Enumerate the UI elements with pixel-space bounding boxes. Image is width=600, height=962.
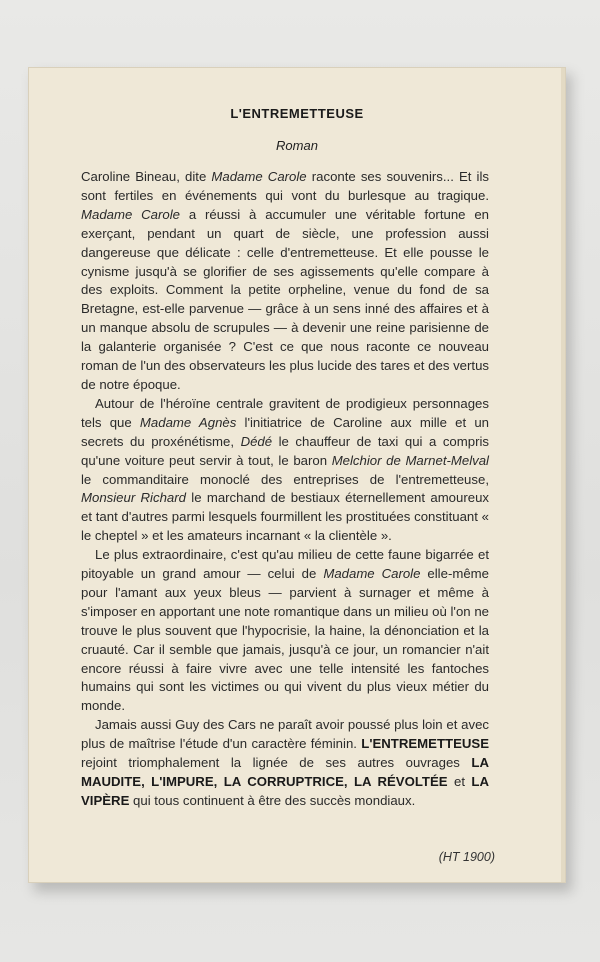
blurb-paragraph bbox=[81, 395, 489, 546]
bold-title: L'ENTREMETTEUSE bbox=[361, 736, 489, 752]
text-run: Autour de l'héroïne centrale gravitent de prodigieux personnages tels que bbox=[81, 395, 489, 430]
text-run: qui tous continuent à être des succès mondiaux. bbox=[129, 792, 416, 808]
book-genre: Roman bbox=[276, 138, 318, 153]
book-title: L'ENTREMETTEUSE bbox=[230, 106, 364, 121]
text-run: elle-même pour l'amant aux yeux bleus — parvient à surnager et même à s'imposer en apportant une note romantique dans un milieu où l'on ne trouve le plus souvent que l'hypocrisie, la haine, la dénonciation et la cruauté. Car il semble que jamais, jusqu'à ce jour, un romancier n'ait encore réussi à faire vivre avec une telle intensité les fantoches humains qui sont les victimes ou qui vivent du plus vieux métier du monde. bbox=[81, 566, 489, 714]
text-run: le marchand de bestiaux éternellement amoureux et tant d'autres parmi lesquels fourmillent les prostituées constituant « le cheptel » et les amateurs incarnant « la clientèle ». bbox=[81, 490, 489, 544]
blurb-text bbox=[81, 168, 489, 811]
bold-title: LA MAUDITE, L'IMPURE, LA CORRUPTRICE, LA RÉVOLTÉE bbox=[81, 755, 489, 789]
blurb-paragraph bbox=[81, 716, 489, 811]
italic-name: Madame Agnès bbox=[139, 414, 237, 430]
text-run: et bbox=[447, 774, 472, 789]
catalog-code: (HT 1900) bbox=[438, 850, 495, 864]
text-run: raconte ses souvenirs... Et ils sont fertiles en événements qui vont du burlesque au tragique. bbox=[81, 169, 489, 203]
text-run: Le plus extraordinaire, c'est qu'au milieu de cette faune bigarrée et pitoyable un grand amour — celui de bbox=[81, 547, 489, 582]
italic-name: Melchior de Marnet-Melval bbox=[331, 452, 489, 468]
blurb-paragraph bbox=[81, 168, 489, 395]
text-run: l'initiatrice de Caroline aux mille et un secrets du proxénétisme, bbox=[81, 414, 489, 449]
italic-name: Madame Carole bbox=[323, 566, 421, 582]
blurb-paragraph bbox=[81, 546, 489, 716]
book-back-cover bbox=[28, 67, 566, 883]
text-run: Caroline Bineau, dite bbox=[81, 169, 212, 184]
italic-name: Madame Carole bbox=[81, 206, 180, 222]
italic-name: Dédé bbox=[240, 433, 273, 449]
page-edge bbox=[561, 68, 565, 882]
italic-name: Madame Carole bbox=[211, 169, 307, 184]
text-run: le commanditaire monoclé des entreprises de l'entremetteuse, bbox=[81, 471, 489, 487]
italic-name: Monsieur Richard bbox=[81, 490, 186, 506]
text-run: le chauffeur de taxi qui a compris qu'une voiture peut servir à tout, le baron bbox=[81, 433, 489, 468]
text-run: Jamais aussi Guy des Cars ne paraît avoir poussé plus loin et avec plus de maîtrise l'étude d'un caractère féminin. bbox=[81, 717, 489, 752]
bold-title: LA VIPÈRE bbox=[81, 774, 489, 808]
text-run: a réussi à accumuler une véritable fortune en exerçant, pendant un quart de siècle, une profession aussi dangereuse que délicate : celle d'entremetteuse. Et elle pousse le cynisme jusqu'à se glorifier de ses agissements qu'elle compare à des exploits. Comment la petite orpheline, venue du fond de sa Bretagne, est-elle parvenue — grâce à un sens inné des affaires et à un manque absolu de scrupules — à devenir une reine parisienne de la galanterie organisée ? C'est ce que nous raconte ce nouveau roman de l'un des observateurs les plus lucide des tares et des vertus de notre époque. bbox=[81, 206, 489, 392]
text-run: rejoint triomphalement la lignée de ses autres ouvrages bbox=[81, 755, 472, 771]
